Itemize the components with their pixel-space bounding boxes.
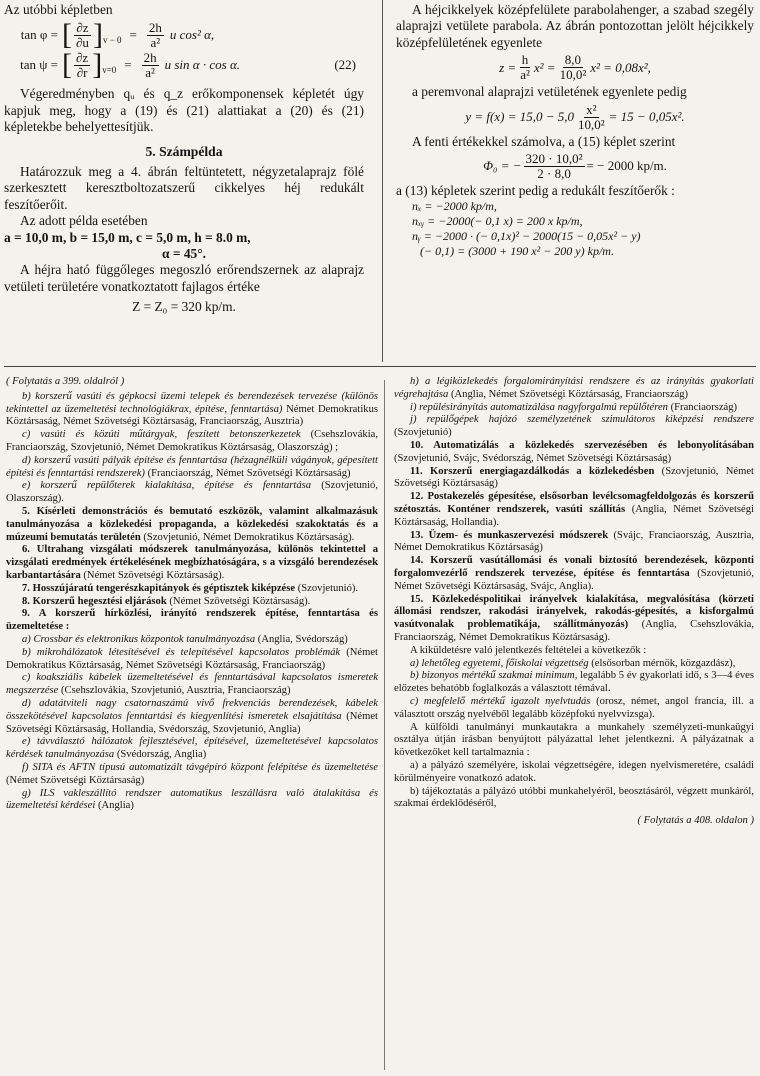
numbered-item: 6. Ultrahang vizsgálati módszerek tanulmányozása, különös tekintettel a vizsgálati eredmények értékelésének megbízhatóságára, s a vizsgáló berendezések karbantartására (Német Szövetségi Köztársaság). <box>6 544 378 581</box>
intro-text: Az utóbbi képletben <box>4 2 113 17</box>
list-item: h) a légiközlekedés forgalomirányítási rendszere és az irányítás gyakorlati végrehajtása (Anglia, Német Szövetségi Köztársaság, Franciaország) <box>394 376 754 400</box>
condition-item: a) lehetőleg egyetemi, főiskolai végzettség (elsősorban mérnök, közgazdász), <box>410 657 736 669</box>
top-left-column <box>4 2 364 316</box>
paragraph: a (13) képletek szerint pedig a redukált feszítőerők : <box>396 183 675 199</box>
application-item: a) a pályázó személyére, iskolai végzettségére, idegen nyelvismeretére, családi körülményeire vonatkozó adatok. <box>394 759 754 784</box>
top-right-column <box>396 2 754 259</box>
numbered-item: 5. Kísérleti demonstrációs és bemutató eszközök, valamint alkalmazásuk tanulmányozása a közlekedési propaganda, a közlekedési szakoktatás és a múzeumi bemutatás területén (Szovjetunió, Német Demokratikus Köztársaság). <box>6 505 378 543</box>
paragraph: A fenti értékekkel számolva, a (15) képlet szerint <box>412 133 676 149</box>
continued-on: ( Folytatás a 408. oldalon ) <box>637 815 754 827</box>
list-item: a) Crossbar és elektronikus központok tanulmányozása (Anglia, Svédország) <box>22 633 348 645</box>
stress-nx: nₓ = −2000 kp/m, <box>412 199 497 214</box>
list-item: i) repülésirányítás automatizálása nagyforgalmú repülőtéren (Franciaország) <box>410 401 738 413</box>
numbered-item: 13. Üzem- és munkaszervezési módszerek (Svájc, Franciaország, Ausztria, Német Demokratikus Köztársaság) <box>394 529 755 554</box>
numbered-item: 8. Korszerű hegesztési eljárások (Német Szövetségi Köztársaság). <box>22 595 311 607</box>
list-item: d) korszerű vasúti pályák építése és fenntartása (hézagnélküli vágányok, gépesített építési és fenntartási rendszerek) (Franciaország, Német Szövetségi Köztársaság) <box>6 454 378 479</box>
stress-ny-cont: (− 0,1) = (3000 + 190 x² − 200 y) kp/m. <box>420 244 614 259</box>
numbered-item: 15. Közlekedéspolitikai irányelvek kialakítása, megvalósítása (körzeti állomási rendszer, rakodási irányelvek, rakodás-gépesítés, a kisforgalmú vasútvonalak problematikája, szállítmányozás) (Anglia, Csehszlovákia, Franciaország, Német Demokratikus Köztársaság). <box>394 593 754 643</box>
list-item: b) mikrohálózatok létesítésével és telepítésével kapcsolatos problémák (Német Demokratikus Köztársaság, Német Szövetségi Köztársaság, Franciaország) <box>6 646 378 671</box>
parameters-line: α = 45°. <box>162 246 206 262</box>
list-item: f) SITA és AFTN típusú automatizált távgépíró központ felépítése és üzemeltetése (Német Szövetségi Köztársaság) <box>6 761 378 786</box>
list-item: d) adatátviteli nagy csatornaszámú vivő frekvenciás berendezések, kábelek összekötésével kapcsolatos fenntartási és kiegyenlítési ismeretek elsajátítása (Német Szövetségi Köztársaság, Hollandia, Svédország, Szovjetunió, Anglia) <box>6 697 378 735</box>
column-divider-top <box>382 0 383 362</box>
equation-z: z = $\frac{h}{\text{a²}}$ x² = $\frac{8,0}{\text{10,0²}}$ x² = 0,08x², <box>499 52 651 83</box>
paragraph: A kiküldetésre való jelentkezés feltételei a következők : <box>410 644 647 656</box>
condition-item: c) megfelelő mértékű igazolt nyelvtudás (orosz, német, angol francia, ill. a választott ország nyelvéből legalább középfokú nyelvvizsga). <box>394 695 754 720</box>
section-heading: 5. Számpélda <box>145 143 223 159</box>
list-item: g) ILS vakleszállító rendszer automatikus leszállásra való átalakítása és üzemeltetési kérdései (Anglia) <box>6 787 378 812</box>
numbered-item: 10. Automatizálás a közlekedés szervezésében és lebonyolításában (Szovjetunió, Svájc, Svédország, Német Szövetségi Köztársaság) <box>394 439 754 464</box>
paragraph: a peremvonal alaprajzi vetületének egyenlete pedig <box>412 84 687 100</box>
section-divider <box>4 366 756 367</box>
equation-number: (22) <box>334 57 356 73</box>
stress-ny: nᵧ = −2000 · (− 0,1x)² − 2000(15 − 0,05x² − y) <box>412 229 641 244</box>
paragraph: Az adott példa esetében <box>20 213 148 229</box>
paragraph: Határozzuk meg a 4. ábrán feltüntetett, négyzetalaprajz fölé szerkesztett keresztboltozatszerű cikkelyes héj redukált feszítőerőit. <box>4 164 364 212</box>
equation-phi: Φ₀ = − $\frac{\text{320 · 10,0²}}{2 \cdot 8,0}$ = − 2000 kp/m. <box>483 151 667 182</box>
equation-tan-phi: tan φ = [ $\frac{\partial z}{\partial u}$ ] v − 0 = $\frac{2h}{\text{a²}}$ u cos² α, <box>20 18 215 52</box>
stress-nxy: nₓᵧ = −2000(− 0,1 x) = 200 x kp/m, <box>412 214 583 229</box>
list-item: c) koaksziális kábelek üzemeltetésével és fenntartásával kapcsolatos ismeretek megszerzése (Csehszlovákia, Szovjetunió, Ausztria, Franciaország) <box>6 672 378 697</box>
bottom-left-column <box>6 376 378 813</box>
list-item: e) távválasztó hálózatok fejlesztésével, építésével, üzemeltetésével kapcsolatos kérdések tanulmányozása (Svédország, Anglia) <box>6 736 378 761</box>
condition-item: b) bizonyos mértékű szakmai minimum, legalább 5 év gyakorlati idő, s 3—4 éves előzetes behatóbb foglalkozás a választott témával. <box>394 670 754 695</box>
list-item: e) korszerű repülőterek kialakítása, építése és fenntartása (Szovjetunió, Olaszország). <box>6 480 378 505</box>
load-formula: Z = Z₀ = 320 kp/m. <box>132 299 236 315</box>
column-divider-bottom <box>384 380 385 1070</box>
numbered-item: 14. Korszerű vasútállomási és vonali biztosító berendezések, központi forgalomvezérlő rendszerek tervezése, építése és fenntartása (Szovjetunió, Német Szövetségi Köztársaság, Svájc, Anglia). <box>394 555 754 592</box>
paragraph: A külföldi tanulmányi munkautakra a munkahely személyzeti-munkaügyi osztálya útján írásban benyújtott pályázattal lehet jelentkezni. A pályázatnak a következőket kell tartalmaznia : <box>394 721 754 759</box>
bottom-right-column <box>394 376 754 828</box>
list-item: c) vasúti és közúti műtárgyak, feszített betonszerkezetek (Csehszlovákia, Franciaország, Szovjetunió, Német Demokratikus Köztársaság, Olaszország) ; <box>6 429 378 453</box>
paragraph: A héjra ható függőleges megoszló erőrendszernek az alaprajz vetületi területére vonatkoztatott fajlagos értéke <box>4 262 364 294</box>
equation-y: y = f(x) = 15,0 − 5,0 $\frac{\text{x²}}{\text{10,0²}}$ = 15 − 0,05x². <box>465 101 685 132</box>
numbered-item: 9. A korszerű hírközlési, irányító rendszerek építése, fenntartása és üzemeltetése : <box>6 608 378 633</box>
continued-from: ( Folytatás a 399. oldalról ) <box>6 376 125 387</box>
numbered-item: 11. Korszerű energiagazdálkodás a közlekedésben (Szovjetunió, Német Szövetségi Köztársaság) <box>394 465 755 490</box>
equation-tan-psi: tan ψ = [ $\frac{\partial z}{\partial r}$ ] v=0 = $\frac{2h}{\text{a²}}$ u sin α · cos α. (22) <box>4 50 364 80</box>
list-item: j) repülőgépek hajózó személyzetének szimulátoros kiképzési rendszere (Szovjetunió) <box>394 414 754 439</box>
numbered-item: 7. Hosszújáratú tengerészkapitányok és géptisztek kiképzése (Szovjetunió). <box>22 582 359 594</box>
parameters-line: a = 10,0 m, b = 15,0 m, c = 5,0 m, h = 8.0 m, <box>4 229 251 245</box>
application-item: b) tájékoztatás a pályázó utóbbi munkahelyéről, beosztásáról, végzett munkáról, szakmai érdeklődéséről, <box>394 785 754 810</box>
list-item: b) korszerű vasúti és gépkocsi üzemi telepek és berendezések tervezése (különös tekintettel az üzemeltetési technológiákrax, építése, fenntartása) Német Demokratikus Köztársaság, Német Szövetségi Köztársaság, Franciaország, Ausztria) <box>6 390 378 428</box>
numbered-item: 12. Postakezelés gépesítése, elsősorban levélcsomagfeldolgozás és korszerű szétosztás. Konténer rendszerek, vasúti szállítás (Anglia, Német Szövetségi Köztársaság, Hollandia). <box>394 491 754 528</box>
paragraph: A héjcikkelyek középfelülete parabolahenger, a szabad szegély alaprajzi vetülete parabola. Az ábrán pontozottan jelölt héjcikkely középfelületének egyenlete <box>396 2 754 50</box>
paragraph: Végeredményben qᵤ és q_z erőkomponensek képletét úgy kapjuk meg, hogy a (19) és (21) alattiakat a (20) és (21) képletekbe behelyettesítjük. <box>4 86 364 135</box>
